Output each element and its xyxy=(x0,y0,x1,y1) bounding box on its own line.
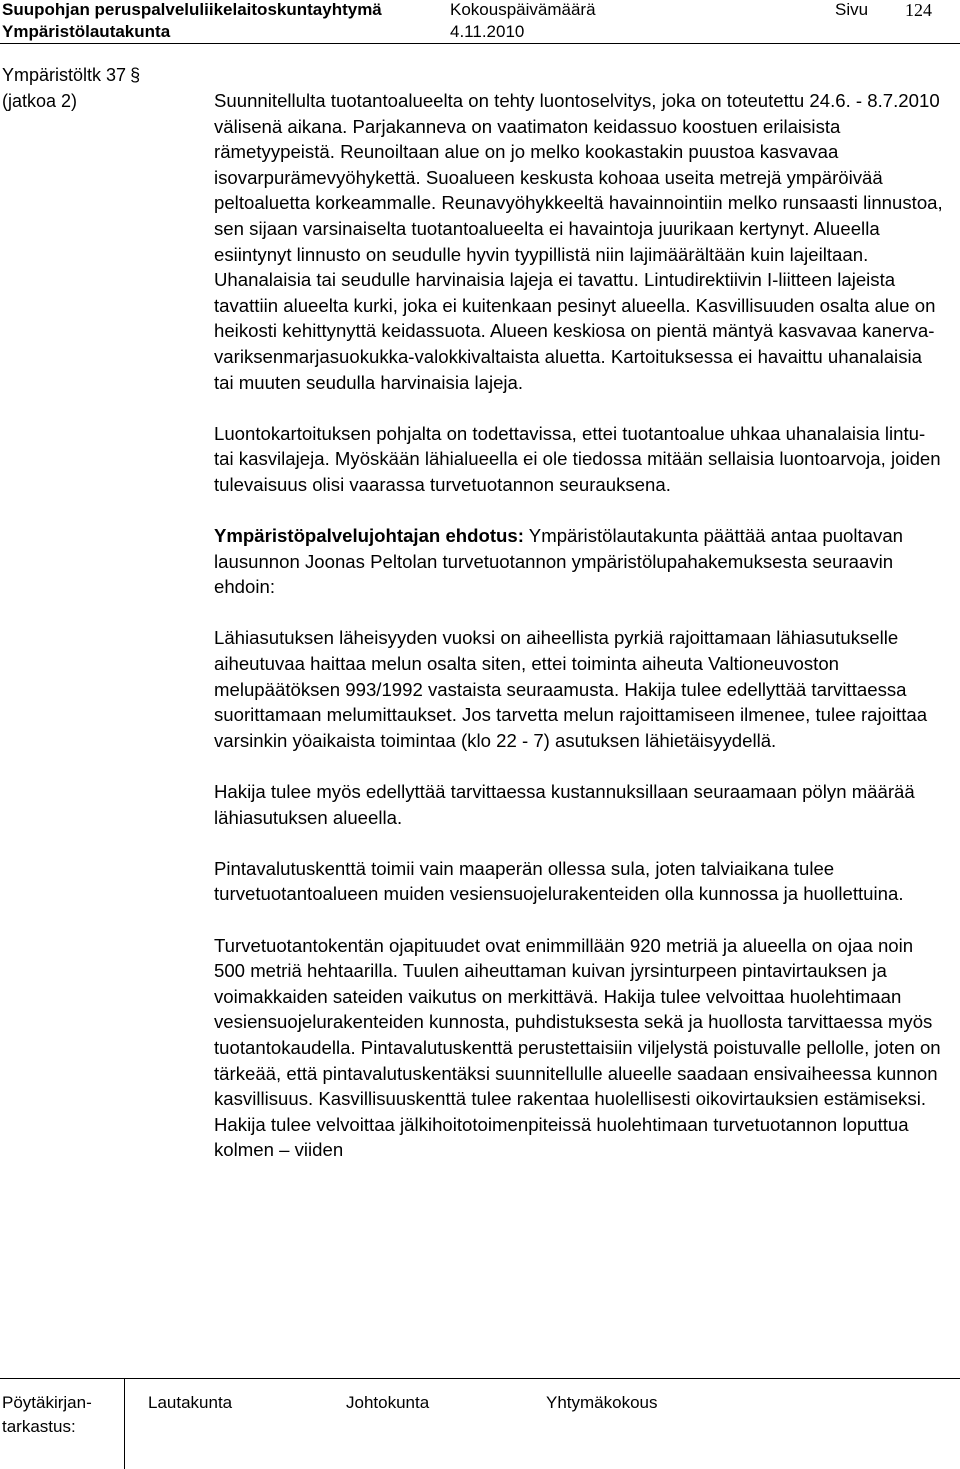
review-label-line1: Pöytäkirjan- xyxy=(2,1393,92,1412)
organization-name: Suupohjan peruspalveluliikelaitoskuntayhtymä xyxy=(2,0,382,19)
footer-assembly: Yhtymäkokous xyxy=(546,1393,658,1412)
minutes-body xyxy=(214,88,944,1163)
footer-divider xyxy=(0,1378,960,1379)
meeting-date: 4.11.2010 xyxy=(450,22,525,41)
meeting-date-label: Kokouspäivämäärä xyxy=(450,0,596,19)
page-label: Sivu xyxy=(835,0,869,19)
review-label-line2: tarkastus: xyxy=(2,1417,76,1436)
page-header xyxy=(0,0,960,44)
paragraph-survey: Suunnitellulta tuotantoalueelta on tehty luontoselvitys, joka on toteutettu 24.6. - 8.7.2010 välisenä aikana. Parjakanneva on vaatimaton keidassuo koostuen erilaisista rämetyypeistä. Reunoiltaan alue on jo melko kookastakin puustoa kasvavaa isovarpurämevyöhykettä. Suoalueen keskusta kohoaa useita metrejä ympäröivää peltoaluetta korkeammalle. Reunavyöhykkeeltä havainnointiin melko runsaasti linnustoa, sen sijaan varsinaiselta tuotantoalueelta ei havaintoja juurikaan kertynyt. Alueella esiintynyt linnusto on seudulle hyvin tyypillistä niin lajimäärältään kuin lajeiltaan. Uhanalaisia tai seudulle harvinaisia lajeja ei tavattu. Lintudirektiivin I-liitteen lajeista tavattiin alueelta kurki, joka ei kuitenkaan pesinyt alueella. Kasvillisuuden osalta alue on heikosti kehittynyttä keidassuota. Alueen keskiosa on pientä mäntyä kasvavaa kanerva-variksenmarjasuokukka-valokkivaltaista aluetta. Kartoituksessa ei havaittu uhanalaisia tai muuten seudulla harvinaisia lajeja. xyxy=(214,90,943,393)
footer-executive: Johtokunta xyxy=(346,1393,430,1412)
paragraph-dust: Hakija tulee myös edellyttää tarvittaessa kustannuksillaan seuraamaan pölyn määrää lähiasutuksen alueella. xyxy=(214,781,915,828)
section-mark: § xyxy=(130,65,141,85)
section-reference xyxy=(2,62,140,114)
paragraph-assessment: Luontokartoituksen pohjalta on todettavissa, ettei tuotantoalue uhkaa uhanalaisia lintu- tai kasvilajeja. Myöskään lähialueella ei ole tiedossa mitään sellaisia luontoarvoja, joiden tulevaisuus olisi vaarassa turvetuotannon seurauksena. xyxy=(214,422,941,495)
paragraph-noise: Lähiasutuksen läheisyyden vuoksi on aiheellista pyrkiä rajoittamaan lähiasutukselle aiheutuvaa haittaa melun osalta siten, ettei toiminta aiheuta Valtioneuvoston melupäätöksen 993/1992 vastaista seuraamusta. Hakija tulee edellyttää tarvittaessa suorittamaan melumittaukset. Jos tarvetta melun rajoittamiseen ilmenee, tulee rajoittaa varsinkin yöaikaista toimintaa (klo 22 - 7) asutuksen lähietäisyydellä. xyxy=(214,627,928,751)
continuation-note: (jatkoa 2) xyxy=(2,91,78,111)
footer-board: Lautakunta xyxy=(148,1393,233,1412)
page-number: 124 xyxy=(905,0,932,20)
footer-column-divider xyxy=(124,1379,125,1469)
paragraph-overland-flow: Pintavalutuskenttä toimii vain maaperän ollessa sula, joten talviaikana tulee turvetuotantoalueen muiden vesiensuojelurakenteiden olla kunnossa ja huollettuina. xyxy=(214,857,904,905)
paragraph-proposal xyxy=(214,523,944,600)
committee-name: Ympäristölautakunta xyxy=(2,22,171,41)
proposal-text: Ympäristölautakunta päättää antaa puoltavan lausunnon Joonas Peltolan turvetuotannon ympäristölupahakemuksesta seuraavin ehdoin: xyxy=(214,525,904,598)
paragraph-ditches: Turvetuotantokentän ojapituudet ovat enimmillään 920 metriä ja alueella on ojaa noin 500 metriä hehtaarilla. Tuulen aiheuttaman kuivan jyrsinturpeen pintavirtauksen ja voimakkaiden sateiden vaikutus on merkittävä. Hakija tulee velvoittaa huolehtimaan vesiensuojelurakenteiden kunnosta, puhdistuksesta sekä ja huollosta tarvittaessa myös tuotantokaudella. Pintavalutuskenttä perustettaisiin viljelystä poistuvalle pellolle, joten on tärkeää, että pintavalutuskentäksi suunnitellulle alueelle saadaan ensivaiheessa kunnon kasvillisuus. Kasvillisuuskenttä tulee rakentaa huolellisesti oikovirtauksien estämiseksi. Hakija tulee velvoittaa jälkihoitotoimenpiteissä huolehtimaan turvetuotannon loputtua kolmen – viiden xyxy=(214,934,941,1161)
proposal-label: Ympäristöpalvelujohtajan ehdotus: xyxy=(214,525,524,547)
header-divider xyxy=(0,43,960,44)
section-ref: Ympäristöltk 37 xyxy=(2,65,127,85)
